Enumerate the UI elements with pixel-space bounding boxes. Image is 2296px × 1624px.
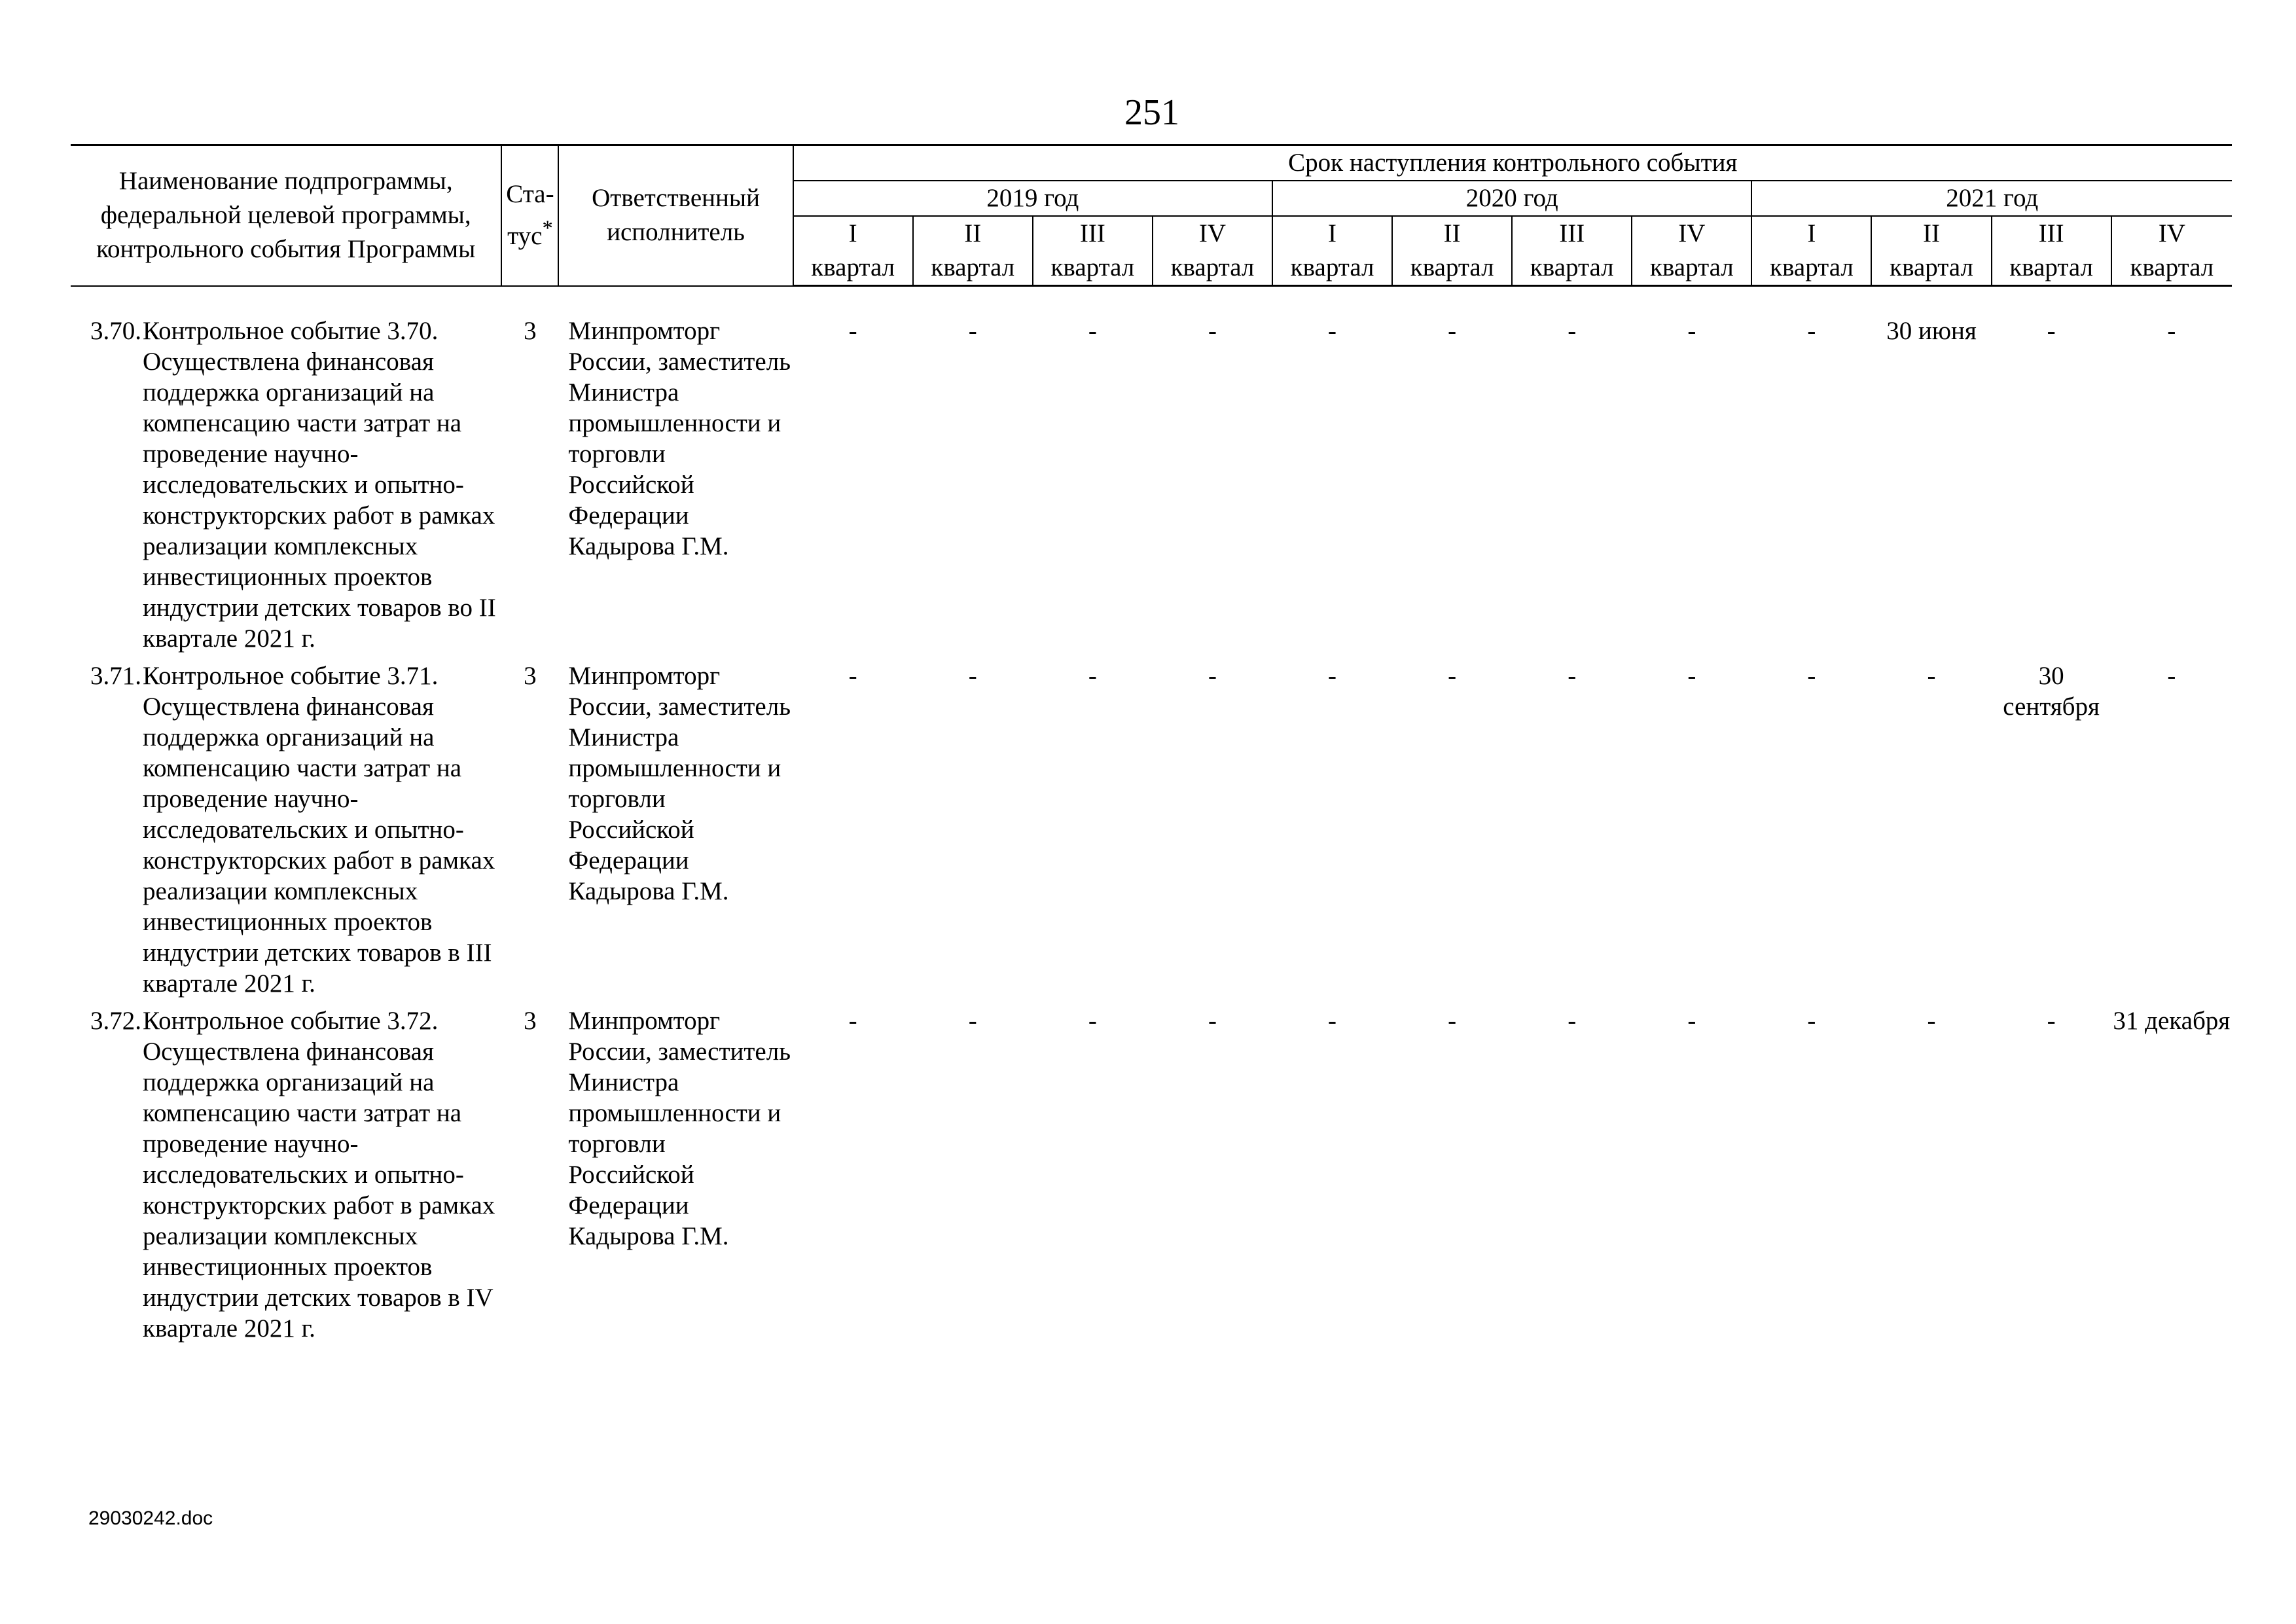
- header-resp-col: Ответственный исполнитель: [558, 145, 793, 286]
- event-quarter-11: -: [2047, 1007, 2056, 1035]
- header-quarter-numeral: IV: [1678, 219, 1706, 247]
- event-quarter-2: -: [968, 317, 977, 345]
- event-quarter-9: -: [1807, 317, 1816, 345]
- event-quarter-11: -: [2047, 317, 2056, 345]
- header-quarter-word: квартал: [1530, 253, 1614, 281]
- event-status: 3: [524, 317, 537, 345]
- event-quarter-8: -: [1687, 317, 1696, 345]
- table-spacer-row: [71, 286, 2232, 316]
- event-quarter-7: -: [1568, 662, 1577, 690]
- header-quarter-word: квартал: [1290, 253, 1374, 281]
- event-quarter-4: -: [1208, 1007, 1217, 1035]
- control-events-table: [71, 144, 2232, 1350]
- event-quarter-10: -: [1927, 662, 1936, 690]
- table-row: [71, 316, 2232, 660]
- event-quarter-6: -: [1448, 1007, 1457, 1035]
- header-name-col: Наименование подпрограммы, федеральной целевой программы, контрольного события Программы: [71, 145, 501, 286]
- header-quarter-word: квартал: [1770, 253, 1854, 281]
- header-quarter-numeral: I: [1328, 219, 1337, 247]
- header-status-line1: Ста-: [506, 180, 554, 209]
- event-number: 3.71.: [90, 662, 141, 690]
- table-row: [71, 660, 2232, 1005]
- header-term-col: Срок наступления контрольного события: [793, 145, 2232, 181]
- header-year-2020: 2020 год: [1272, 181, 1751, 216]
- event-quarter-9: -: [1807, 1007, 1816, 1035]
- header-year-2021: 2021 год: [1751, 181, 2232, 216]
- event-responsible: Минпромторг России, заместитель Министра промышленности и торговли Российской Федерации Кадырова Г.М.: [568, 1007, 791, 1250]
- header-quarter-numeral: II: [1923, 219, 1940, 247]
- event-quarter-1: -: [848, 317, 857, 345]
- event-number: 3.72.: [90, 1007, 141, 1035]
- table-row: [71, 1005, 2232, 1350]
- event-name: Контрольное событие 3.72. Осуществлена финансовая поддержка организаций на компенсацию части затрат на проведение научно-исследовательских и опытно-конструкторских работ в рамках реализации комплексных инвестиционных проектов индустрии детских товаров в IV квартале 2021 г.: [143, 1007, 495, 1343]
- event-responsible: Минпромторг России, заместитель Министра промышленности и торговли Российской Федерации Кадырова Г.М.: [568, 662, 791, 905]
- event-quarter-5: -: [1328, 317, 1337, 345]
- header-quarter-numeral: III: [2038, 219, 2064, 247]
- header-quarter-8: [1632, 216, 1751, 286]
- header-quarter-numeral: III: [1559, 219, 1585, 247]
- header-quarter-word: квартал: [1890, 253, 1973, 281]
- header-quarter-word: квартал: [1170, 253, 1255, 281]
- event-name-cell: [71, 1005, 501, 1350]
- header-quarter-numeral: I: [1807, 219, 1816, 247]
- header-quarter-word: квартал: [1050, 253, 1135, 281]
- event-name: Контрольное событие 3.71. Осуществлена финансовая поддержка организаций на компенсацию части затрат на проведение научно-исследовательских и опытно-конструкторских работ в рамках реализации комплексных инвестиционных проектов индустрии детских товаров в III квартале 2021 г.: [143, 662, 495, 998]
- event-quarter-11: 30 сентября: [2003, 662, 2100, 721]
- event-quarter-8: -: [1687, 662, 1696, 690]
- event-quarter-12: -: [2167, 662, 2176, 690]
- event-quarter-12: 31 декабря: [2113, 1007, 2231, 1035]
- header-quarter-10: [1871, 216, 1991, 286]
- header-quarter-word: квартал: [2009, 253, 2093, 281]
- header-quarter-1: [793, 216, 913, 286]
- header-year-2019: 2019 год: [793, 181, 1272, 216]
- event-quarter-7: -: [1568, 317, 1577, 345]
- header-status-line2: тус: [507, 222, 543, 251]
- event-name-cell: [71, 660, 501, 1005]
- event-responsible: Минпромторг России, заместитель Министра промышленности и торговли Российской Федерации Кадырова Г.М.: [568, 317, 791, 560]
- header-quarter-12: [2111, 216, 2232, 286]
- event-quarter-10: 30 июня: [1886, 317, 1977, 345]
- header-quarter-6: [1392, 216, 1512, 286]
- header-quarter-word: квартал: [2130, 253, 2214, 281]
- header-quarter-11: [1992, 216, 2111, 286]
- header-quarter-7: [1512, 216, 1632, 286]
- event-quarter-3: -: [1088, 317, 1097, 345]
- event-quarter-2: -: [968, 662, 977, 690]
- event-quarter-9: -: [1807, 662, 1816, 690]
- event-quarter-7: -: [1568, 1007, 1577, 1035]
- event-quarter-1: -: [848, 662, 857, 690]
- event-number: 3.70.: [90, 317, 141, 345]
- header-status-col: [501, 145, 558, 286]
- header-quarter-3: [1033, 216, 1153, 286]
- event-quarter-5: -: [1328, 1007, 1337, 1035]
- header-quarter-9: [1751, 216, 1871, 286]
- footer-file-name: 29030242.doc: [88, 1507, 213, 1529]
- header-quarter-numeral: IV: [1198, 219, 1227, 247]
- header-quarter-word: квартал: [931, 253, 1015, 281]
- event-quarter-10: -: [1927, 1007, 1936, 1035]
- event-quarter-4: -: [1208, 317, 1217, 345]
- event-quarter-1: -: [848, 1007, 857, 1035]
- event-name: Контрольное событие 3.70. Осуществлена финансовая поддержка организаций на компенсацию части затрат на проведение научно-исследовательских и опытно-конструкторских работ в рамках реализации комплексных инвестиционных проектов индустрии детских товаров во II квартале 2021 г.: [143, 317, 496, 653]
- header-quarter-2: [913, 216, 1033, 286]
- event-quarter-5: -: [1328, 662, 1337, 690]
- event-quarter-6: -: [1448, 662, 1457, 690]
- header-quarter-numeral: III: [1079, 219, 1105, 247]
- event-quarter-6: -: [1448, 317, 1457, 345]
- header-quarter-word: квартал: [811, 253, 895, 281]
- header-quarter-4: [1153, 216, 1272, 286]
- header-quarter-numeral: IV: [2158, 219, 2185, 247]
- event-quarter-4: -: [1208, 662, 1217, 690]
- event-quarter-3: -: [1088, 1007, 1097, 1035]
- event-quarter-3: -: [1088, 662, 1097, 690]
- header-quarter-word: квартал: [1410, 253, 1494, 281]
- header-quarter-5: [1272, 216, 1392, 286]
- page-number: 251: [1124, 92, 1179, 133]
- event-quarter-8: -: [1687, 1007, 1696, 1035]
- header-quarter-word: квартал: [1649, 253, 1734, 281]
- header-status-mark: *: [542, 217, 553, 241]
- event-quarter-2: -: [968, 1007, 977, 1035]
- header-quarter-numeral: II: [1443, 219, 1461, 247]
- header-quarter-numeral: II: [964, 219, 982, 247]
- header-quarter-numeral: I: [848, 219, 857, 247]
- event-status: 3: [524, 1007, 537, 1035]
- event-quarter-12: -: [2167, 317, 2176, 345]
- event-name-cell: [71, 316, 501, 660]
- event-status: 3: [524, 662, 537, 690]
